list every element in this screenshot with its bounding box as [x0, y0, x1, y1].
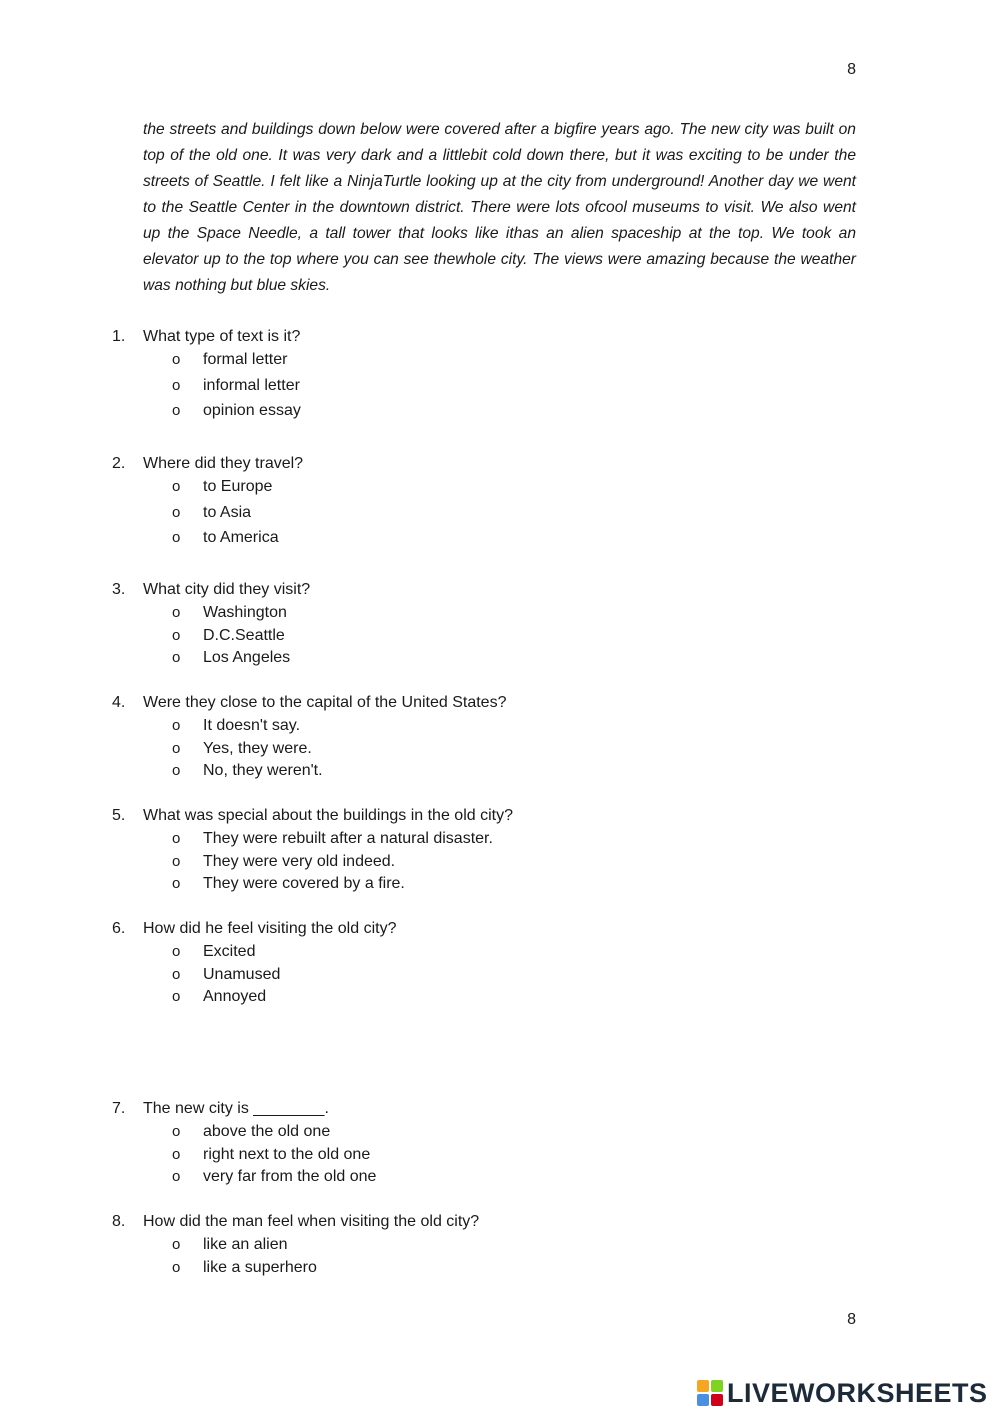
question-4 — [112, 691, 872, 782]
option-to-asia[interactable] — [112, 501, 872, 527]
option-label: informal letter — [203, 376, 300, 394]
logo-square-3 — [697, 1394, 709, 1406]
question-2 — [112, 452, 872, 552]
radio-circle-icon: o — [172, 852, 181, 870]
radio-circle-icon: o — [172, 739, 181, 757]
option-label: No, they weren't. — [203, 762, 323, 779]
option-label: above the old one — [203, 1123, 331, 1140]
logo-square-2 — [711, 1380, 723, 1392]
option-label: They were covered by a fire. — [203, 875, 405, 892]
option-dc-seattle[interactable] — [112, 624, 872, 647]
option-label: right next to the old one — [203, 1145, 371, 1163]
option-label: Unamused — [203, 965, 281, 983]
answer-options — [112, 475, 872, 552]
option-to-america[interactable] — [112, 526, 872, 552]
option-label: opinion essay — [203, 402, 301, 419]
question-5-prompt — [112, 804, 872, 827]
answer-options — [112, 601, 872, 669]
radio-circle-icon: o — [172, 943, 181, 960]
radio-circle-icon: o — [172, 1258, 181, 1276]
option-very-old-indeed[interactable] — [112, 850, 872, 873]
question-7 — [112, 1097, 872, 1188]
option-label: like an alien — [203, 1236, 288, 1253]
page-number-bottom: 8 — [847, 1311, 856, 1328]
option-to-europe[interactable] — [112, 475, 872, 501]
option-right-next-to-old-one[interactable] — [112, 1143, 872, 1166]
liveworksheets-logo[interactable] — [697, 1378, 988, 1408]
option-rebuilt-after-disaster[interactable] — [112, 827, 872, 850]
option-unamused[interactable] — [112, 963, 872, 986]
radio-circle-icon: o — [172, 830, 181, 847]
logo-square-4 — [711, 1394, 723, 1406]
radio-circle-icon: o — [172, 1236, 181, 1253]
radio-circle-icon: o — [172, 875, 181, 892]
question-3-prompt — [112, 578, 872, 601]
question-number: 4. — [112, 694, 126, 711]
answer-options — [112, 348, 872, 425]
answer-options — [112, 827, 872, 895]
question-4-prompt — [112, 691, 872, 714]
radio-circle-icon: o — [172, 478, 181, 495]
option-annoyed[interactable] — [112, 985, 872, 1008]
question-1 — [112, 325, 872, 425]
option-label: Washington — [203, 604, 287, 621]
answer-options — [112, 940, 872, 1008]
reading-passage — [143, 117, 856, 299]
radio-circle-icon: o — [172, 762, 181, 779]
liveworksheets-logo-icon — [697, 1380, 723, 1406]
question-number: 3. — [112, 581, 126, 598]
logo-square-1 — [697, 1380, 709, 1392]
option-label: to Asia — [203, 503, 252, 521]
option-label: D.C.Seattle — [203, 626, 285, 644]
question-number: 8. — [112, 1213, 126, 1230]
question-7-prompt — [112, 1097, 872, 1120]
radio-circle-icon: o — [172, 503, 181, 521]
question-6-prompt — [112, 917, 872, 940]
question-number: 2. — [112, 455, 126, 472]
option-like-an-alien[interactable] — [112, 1233, 872, 1256]
option-label: very far from the old one — [203, 1168, 377, 1185]
radio-circle-icon: o — [172, 988, 181, 1005]
option-like-a-superhero[interactable] — [112, 1256, 872, 1279]
question-8 — [112, 1210, 872, 1278]
question-text: How did the man feel when visiting the old city? — [143, 1213, 480, 1230]
answer-options — [112, 1233, 872, 1278]
option-label: Excited — [203, 943, 256, 960]
radio-circle-icon: o — [172, 1123, 181, 1140]
question-text: Where did they travel? — [143, 455, 304, 472]
radio-circle-icon: o — [172, 1168, 181, 1185]
option-very-far-from-old-one[interactable] — [112, 1165, 872, 1188]
answer-options — [112, 1120, 872, 1188]
answer-options — [112, 714, 872, 782]
question-text: What city did they visit? — [143, 581, 311, 598]
option-label: like a superhero — [203, 1258, 317, 1276]
question-number: 6. — [112, 920, 126, 937]
option-it-doesnt-say[interactable] — [112, 714, 872, 737]
question-8-prompt — [112, 1210, 872, 1233]
radio-circle-icon: o — [172, 649, 181, 666]
radio-circle-icon: o — [172, 626, 181, 644]
question-number: 1. — [112, 328, 126, 345]
radio-circle-icon: o — [172, 376, 181, 394]
liveworksheets-wordmark: LIVEWORKSHEETS — [727, 1377, 988, 1408]
option-label: formal letter — [203, 351, 288, 368]
option-yes-they-were[interactable] — [112, 737, 872, 760]
question-text: What type of text is it? — [143, 328, 301, 345]
option-covered-by-fire[interactable] — [112, 872, 872, 895]
question-3 — [112, 578, 872, 669]
question-number: 7. — [112, 1100, 126, 1117]
option-label: It doesn't say. — [203, 717, 301, 734]
option-above-old-one[interactable] — [112, 1120, 872, 1143]
question-1-prompt — [112, 325, 872, 348]
option-label: Annoyed — [203, 988, 267, 1005]
radio-circle-icon: o — [172, 529, 181, 546]
option-label: Yes, they were. — [203, 739, 312, 757]
option-informal-letter[interactable] — [112, 374, 872, 400]
radio-circle-icon: o — [172, 717, 181, 734]
question-2-prompt — [112, 452, 872, 475]
question-text: The new city is ________. — [143, 1100, 329, 1117]
radio-circle-icon: o — [172, 965, 181, 983]
option-label: They were rebuilt after a natural disaster. — [203, 830, 493, 847]
radio-circle-icon: o — [172, 351, 181, 368]
radio-circle-icon: o — [172, 1145, 181, 1163]
option-label: Los Angeles — [203, 649, 291, 666]
option-label: They were very old indeed. — [203, 852, 396, 870]
question-6 — [112, 917, 872, 1008]
option-formal-letter[interactable] — [112, 348, 872, 374]
option-los-angeles[interactable] — [112, 646, 872, 669]
option-label: to America — [203, 529, 279, 546]
passage-text: the streets and buildings down below were covered after a bigfire years ago. The new city was built on top of the old one. It was very dark and a littlebit cold down there, but it was exciting to be under the streets of Seattle. I felt like a NinjaTurtle looking up at the city from underground! Another day we went to the Seattle Center in the downtown district. There were lots ofcool museums to visit. We also went up the Space Needle, a tall tower that looks like ithas an alien spaceship at the top. We took an elevator up to the top where you can see thewhole city. The views were amazing because the weather was nothing but blue skies. — [143, 121, 856, 294]
option-opinion-essay[interactable] — [112, 399, 872, 425]
question-text: What was special about the buildings in the old city? — [143, 807, 513, 824]
question-text: Were they close to the capital of the United States? — [143, 694, 507, 711]
radio-circle-icon: o — [172, 604, 181, 621]
radio-circle-icon: o — [172, 402, 181, 419]
option-excited[interactable] — [112, 940, 872, 963]
option-washington[interactable] — [112, 601, 872, 624]
question-text: How did he feel visiting the old city? — [143, 920, 397, 937]
page-number-top: 8 — [847, 61, 856, 78]
option-no-they-werent[interactable] — [112, 759, 872, 782]
option-label: to Europe — [203, 478, 273, 495]
question-5 — [112, 804, 872, 895]
question-number: 5. — [112, 807, 126, 824]
